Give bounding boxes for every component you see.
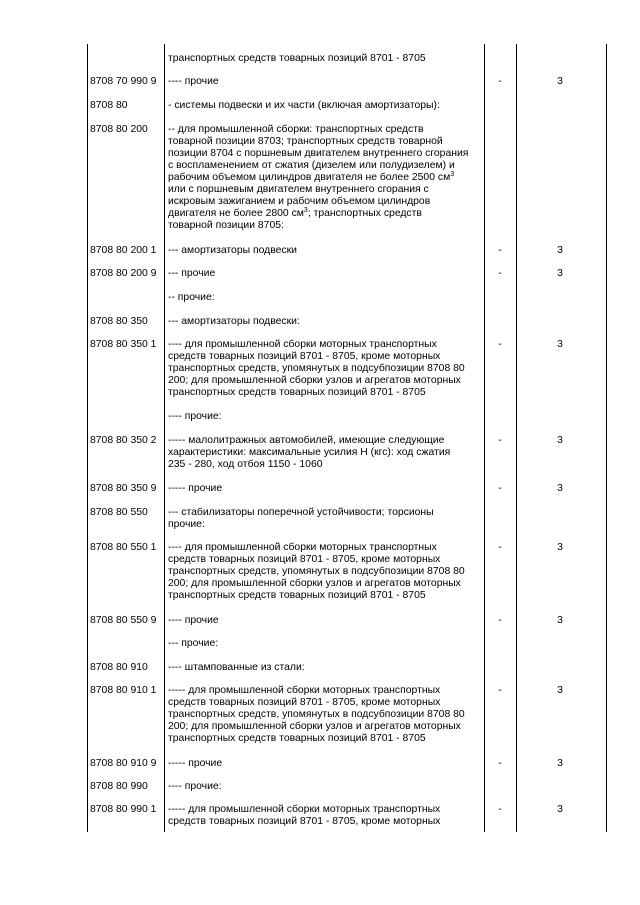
tariff-code: 8708 80	[90, 100, 128, 111]
goods-description	[168, 507, 482, 531]
description-line: ----- для промышленной сборки моторных транспортных	[168, 804, 441, 815]
goods-description	[168, 53, 482, 65]
tariff-code: 8708 80 200	[90, 124, 148, 135]
description-line: искровым зажиганием и рабочим объемом цилиндров	[168, 196, 431, 207]
description-line: --- стабилизаторы поперечной устойчивости; торсионы	[168, 507, 434, 518]
description-line: --- прочие:	[168, 638, 219, 649]
description-line: ---- прочие:	[168, 411, 222, 422]
description-line: средств товарных позиций 8701 - 8705, кроме моторных	[168, 816, 441, 827]
duty-rate-value: 3	[557, 76, 563, 87]
tariff-code: 8708 80 350 2	[90, 435, 157, 446]
tariff-code: 8708 80 910 9	[90, 758, 157, 769]
tariff-code: 8708 80 990 1	[90, 804, 157, 815]
tariff-code: 8708 80 910	[90, 662, 148, 673]
description-line: -- для промышленной сборки: транспортных средств	[168, 124, 424, 135]
tariff-code: 8708 80 350 1	[90, 339, 157, 350]
tariff-code: 8708 70 990 9	[90, 76, 157, 87]
description-line: позиции 8704 с поршневым двигателем внутреннего сгорания	[168, 148, 469, 159]
duty-rate-value: 3	[557, 804, 563, 815]
description-line: ----- прочие	[168, 483, 223, 494]
description-line: 200; для промышленной сборки узлов и агрегатов моторных	[168, 375, 461, 386]
tariff-code: 8708 80 990	[90, 781, 148, 792]
unit-column-value: -	[498, 615, 502, 626]
goods-description	[168, 339, 482, 399]
table-border-left	[87, 44, 88, 832]
duty-rate-value: 3	[557, 615, 563, 626]
unit-column-value: -	[498, 268, 502, 279]
description-line: 200; для промышленной сборки узлов и агрегатов моторных	[168, 721, 461, 732]
goods-description	[168, 268, 482, 280]
unit-column-value: -	[498, 245, 502, 256]
table-divider-duty	[516, 44, 517, 832]
goods-description	[168, 781, 482, 793]
description-line: транспортных средств товарных позиций 8701 - 8705	[168, 387, 426, 398]
unit-column-value: -	[498, 758, 502, 769]
goods-description	[168, 435, 482, 471]
goods-description	[168, 316, 482, 328]
description-line: транспортных средств товарных позиций 8701 - 8705	[168, 733, 426, 744]
tariff-code: 8708 80 550	[90, 507, 148, 518]
description-line: --- прочие	[168, 268, 216, 279]
goods-description	[168, 804, 482, 828]
tariff-code: 8708 80 910 1	[90, 685, 157, 696]
goods-description	[168, 483, 482, 495]
description-line: транспортных средств товарных позиций 8701 - 8705	[168, 590, 426, 601]
duty-rate-value: 3	[557, 758, 563, 769]
description-line: товарной позиции 8703; транспортных средств товарной	[168, 136, 443, 147]
goods-description	[168, 685, 482, 745]
unit-column-value: -	[498, 804, 502, 815]
unit-column-value: -	[498, 483, 502, 494]
description-line: транспортных средств, упомянутых в подсубпозиции 8708 80	[168, 566, 465, 577]
unit-column-value: -	[498, 76, 502, 87]
table-divider-desc	[484, 44, 485, 832]
description-line: 200; для промышленной сборки узлов и агрегатов моторных	[168, 578, 461, 589]
description-line: прочие:	[168, 519, 205, 530]
tariff-code: 8708 80 550 9	[90, 615, 157, 626]
description-line: ----- малолитражных автомобилей, имеющие следующие	[168, 435, 445, 446]
unit-column-value: -	[498, 339, 502, 350]
tariff-code: 8708 80 200 1	[90, 245, 157, 256]
description-line: транспортных средств, упомянутых в подсубпозиции 8708 80	[168, 363, 465, 374]
duty-rate-value: 3	[557, 483, 563, 494]
description-line: - системы подвески и их части (включая амортизаторы):	[168, 100, 440, 111]
tariff-code: 8708 80 350 9	[90, 483, 157, 494]
unit-column-value: -	[498, 542, 502, 553]
description-line: средств товарных позиций 8701 - 8705, кроме моторных	[168, 351, 441, 362]
table-border-right	[606, 44, 607, 832]
description-line: товарной позиции 8705:	[168, 220, 284, 231]
tariff-code: 8708 80 350	[90, 316, 148, 327]
description-line: ---- штампованные из стали:	[168, 662, 305, 673]
goods-description	[168, 76, 482, 88]
description-line: транспортных средств товарных позиций 8701 - 8705	[168, 53, 426, 64]
duty-rate-value: 3	[557, 339, 563, 350]
description-line: с воспламенением от сжатия (дизелем или полудизелем) и	[168, 160, 455, 171]
goods-description	[168, 638, 482, 650]
tariff-code: 8708 80 550 1	[90, 542, 157, 553]
description-line: --- амортизаторы подвески:	[168, 316, 300, 327]
goods-description	[168, 100, 482, 112]
description-line: ----- для промышленной сборки моторных транспортных	[168, 685, 441, 696]
description-line: ---- прочие:	[168, 781, 222, 792]
description-line: средств товарных позиций 8701 - 8705, кроме моторных	[168, 697, 441, 708]
duty-rate-value: 3	[557, 268, 563, 279]
goods-description	[168, 542, 482, 602]
goods-description	[168, 615, 482, 627]
description-line: рабочим объемом цилиндров двигателя не более 2500 $см^3$	[168, 171, 455, 183]
goods-description	[168, 411, 482, 423]
goods-description	[168, 758, 482, 770]
tariff-code: 8708 80 200 9	[90, 268, 157, 279]
goods-description	[168, 245, 482, 257]
duty-rate-value: 3	[557, 542, 563, 553]
duty-rate-value: 3	[557, 435, 563, 446]
description-line: ---- для промышленной сборки моторных транспортных	[168, 542, 437, 553]
description-line: характеристики: максимальные усилия Н (кгс): ход сжатия	[168, 447, 451, 458]
description-line: -- прочие:	[168, 292, 215, 303]
description-line: или с поршневым двигателем внутреннего сгорания с	[168, 184, 429, 195]
description-line: ---- прочие	[168, 76, 219, 87]
unit-column-value: -	[498, 685, 502, 696]
duty-rate-value: 3	[557, 685, 563, 696]
description-line: средств товарных позиций 8701 - 8705, кроме моторных	[168, 554, 441, 565]
unit-column-value: -	[498, 435, 502, 446]
table-divider-code	[164, 44, 165, 832]
description-line: ---- прочие	[168, 615, 219, 626]
description-line: ---- для промышленной сборки моторных транспортных	[168, 339, 437, 350]
description-line: --- амортизаторы подвески	[168, 245, 297, 256]
goods-description	[168, 662, 482, 674]
duty-rate-value: 3	[557, 245, 563, 256]
goods-description	[168, 292, 482, 304]
description-line: 235 - 280, ход отбоя 1150 - 1060	[168, 459, 323, 470]
description-line: ----- прочие	[168, 758, 223, 769]
description-line: транспортных средств, упомянутых в подсубпозиции 8708 80	[168, 709, 465, 720]
goods-description	[168, 124, 482, 232]
description-line: двигателя не более 2800 $см^3$; транспортных средств	[168, 207, 422, 219]
